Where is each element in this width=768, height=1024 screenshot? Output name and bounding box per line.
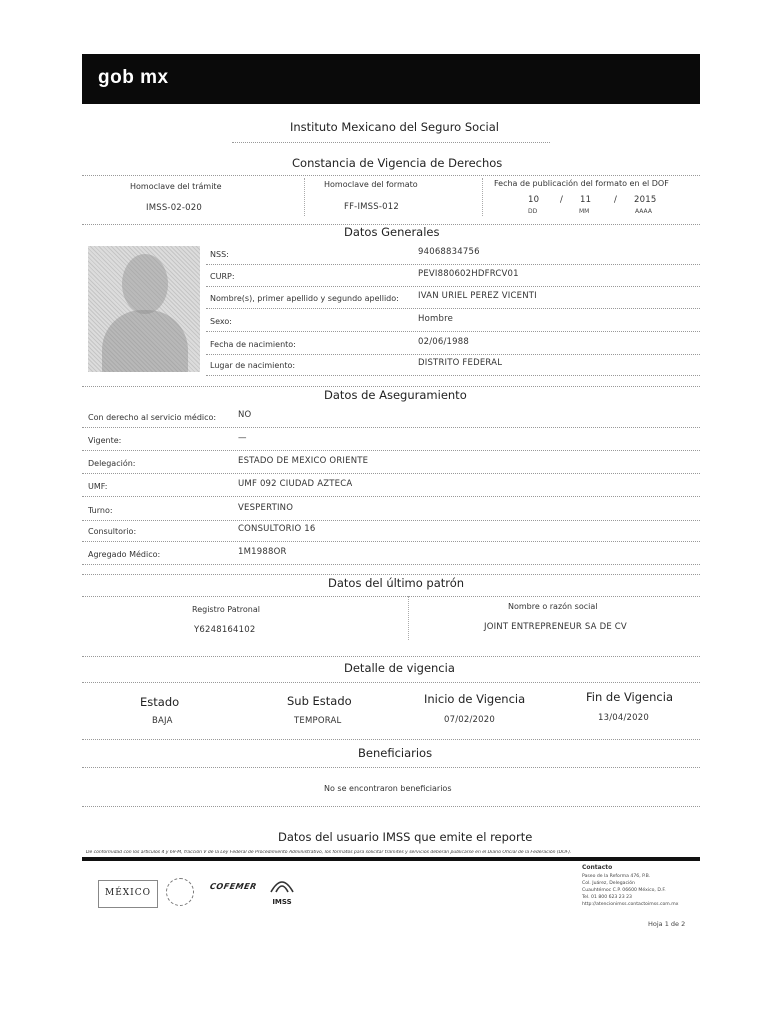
contact-line: Col. Juárez, Delegación [582, 881, 635, 886]
divider [82, 596, 700, 597]
divider [408, 596, 409, 640]
homoclave-formato-label: Homoclave del formato [324, 180, 418, 189]
datos-generales-value: 02/06/1988 [418, 337, 469, 347]
divider [232, 142, 550, 143]
fecha-dd: 10 [528, 195, 540, 205]
aseguramiento-label: Consultorio: [88, 527, 137, 536]
footer-bar [82, 857, 700, 861]
aseguramiento-label: Turno: [88, 506, 113, 515]
aseguramiento-value: UMF 092 CIUDAD AZTECA [238, 479, 353, 489]
aseguramiento-value: — [238, 433, 247, 443]
divider [82, 496, 700, 497]
dd-caption: DD [528, 208, 538, 215]
divider [82, 450, 700, 451]
fecha-aaaa: 2015 [634, 195, 657, 205]
divider [82, 806, 700, 807]
homoclave-tramite-label: Homoclave del trámite [130, 182, 222, 191]
divider [82, 682, 700, 683]
divider [82, 541, 700, 542]
person-photo [88, 246, 200, 372]
divider [206, 331, 700, 332]
institution-name: Instituto Mexicano del Seguro Social [290, 120, 499, 134]
divider [82, 520, 700, 521]
beneficiarios-title: Beneficiarios [358, 746, 433, 760]
razon-social-value: JOINT ENTREPRENEUR SA DE CV [484, 622, 627, 632]
document-page [82, 54, 700, 934]
contact-title: Contacto [582, 864, 613, 871]
fecha-mm: 11 [580, 195, 592, 205]
divider [82, 574, 700, 575]
datos-generales-value: PEVI880602HDFRCV01 [418, 269, 519, 279]
datos-generales-title: Datos Generales [344, 225, 440, 239]
divider [82, 175, 700, 176]
divider [206, 264, 700, 265]
registro-patronal-value: Y6248164102 [194, 625, 256, 635]
divider [82, 473, 700, 474]
datos-generales-label: NSS: [210, 250, 229, 259]
mexico-logo: MÉXICO [98, 880, 158, 908]
beneficiarios-empty-text: No se encontraron beneficiarios [324, 784, 452, 793]
divider [82, 739, 700, 740]
divider [206, 308, 700, 309]
fecha-sep-2: / [614, 195, 618, 205]
vigencia-sub-estado-value: TEMPORAL [294, 716, 342, 726]
ultimo-patron-title: Datos del último patrón [328, 576, 465, 590]
divider [82, 386, 700, 387]
fecha-publicacion-label: Fecha de publicación del formato en el DOF [494, 179, 669, 188]
homoclave-formato-value: FF-IMSS-012 [344, 202, 399, 212]
datos-generales-label: Lugar de nacimiento: [210, 361, 296, 370]
datos-generales-value: Hombre [418, 314, 454, 324]
fecha-sep-1: / [560, 195, 564, 205]
document-title: Constancia de Vigencia de Derechos [292, 156, 503, 170]
divider [82, 656, 700, 657]
contact-line: http://atencionimss.contactoimss.com.mx [582, 902, 679, 907]
contact-line: Paseo de la Reforma 476, P.B. [582, 874, 651, 879]
divider [206, 354, 700, 355]
divider [206, 286, 700, 287]
divider [304, 178, 305, 216]
cofemer-logo: COFEMER [209, 882, 258, 891]
gobmx-header-bar [82, 54, 700, 104]
page-number: Hoja 1 de 2 [648, 920, 686, 928]
homoclave-tramite-value: IMSS-02-020 [146, 203, 203, 213]
vigencia-estado-value: BAJA [152, 716, 173, 726]
datos-generales-label: Sexo: [210, 317, 232, 326]
aseguramiento-value: 1M1988OR [238, 547, 287, 557]
vigencia-header-fin: Fin de Vigencia [586, 690, 673, 704]
datos-generales-value: IVAN URIEL PEREZ VICENTI [418, 291, 537, 301]
divider [206, 375, 700, 376]
registro-patronal-label: Registro Patronal [192, 605, 260, 614]
gobmx-logo: gob mx [98, 67, 169, 88]
vigencia-header-inicio: Inicio de Vigencia [424, 692, 526, 706]
legal-note: De conformidad con los artículos 4 y 69-M, fracción V de la Ley Federal de Procedimiento Administrativo, los formatos para solicitar trámites y servicios deberán publicarse en el Diario Oficial de la Federación (DOF). [86, 850, 572, 855]
datos-generales-label: Fecha de nacimiento: [210, 340, 296, 349]
imss-eagle-icon [268, 874, 296, 894]
aseguramiento-value: VESPERTINO [238, 503, 294, 513]
contact-line: Cuauhtémoc C.P. 06600 México, D.F. [582, 888, 666, 893]
usuario-imss-title: Datos del usuario IMSS que emite el reporte [278, 830, 533, 844]
vigencia-header-estado: Estado [140, 695, 180, 709]
datos-generales-value: 94068834756 [418, 247, 480, 257]
datos-generales-value: DISTRITO FEDERAL [418, 358, 503, 368]
divider [82, 564, 700, 565]
national-seal-icon [166, 878, 194, 906]
aseguramiento-label: Vigente: [88, 436, 122, 445]
divider [82, 427, 700, 428]
datos-generales-label: CURP: [210, 272, 235, 281]
razon-social-label: Nombre o razón social [508, 602, 598, 611]
datos-aseguramiento-title: Datos de Aseguramiento [324, 388, 467, 402]
datos-generales-label: Nombre(s), primer apellido y segundo apellido: [210, 294, 399, 303]
aseguramiento-value: NO [238, 410, 252, 420]
vigencia-fin-value: 13/04/2020 [598, 713, 649, 723]
divider [82, 767, 700, 768]
aseguramiento-label: UMF: [88, 482, 108, 491]
vigencia-header-sub-estado: Sub Estado [287, 694, 352, 708]
aseguramiento-label: Con derecho al servicio médico: [88, 413, 217, 422]
aseguramiento-label: Agregado Médico: [88, 550, 161, 559]
detalle-vigencia-title: Detalle de vigencia [344, 661, 455, 675]
mm-caption: MM [579, 208, 590, 215]
divider [482, 178, 483, 216]
contact-line: Tel. 01 800 623 23 23 [582, 895, 632, 900]
aseguramiento-value: ESTADO DE MEXICO ORIENTE [238, 456, 369, 466]
imss-logo: IMSS [268, 874, 296, 904]
aseguramiento-value: CONSULTORIO 16 [238, 524, 316, 534]
aaaa-caption: AAAA [635, 208, 652, 215]
aseguramiento-label: Delegación: [88, 459, 136, 468]
vigencia-inicio-value: 07/02/2020 [444, 715, 495, 725]
